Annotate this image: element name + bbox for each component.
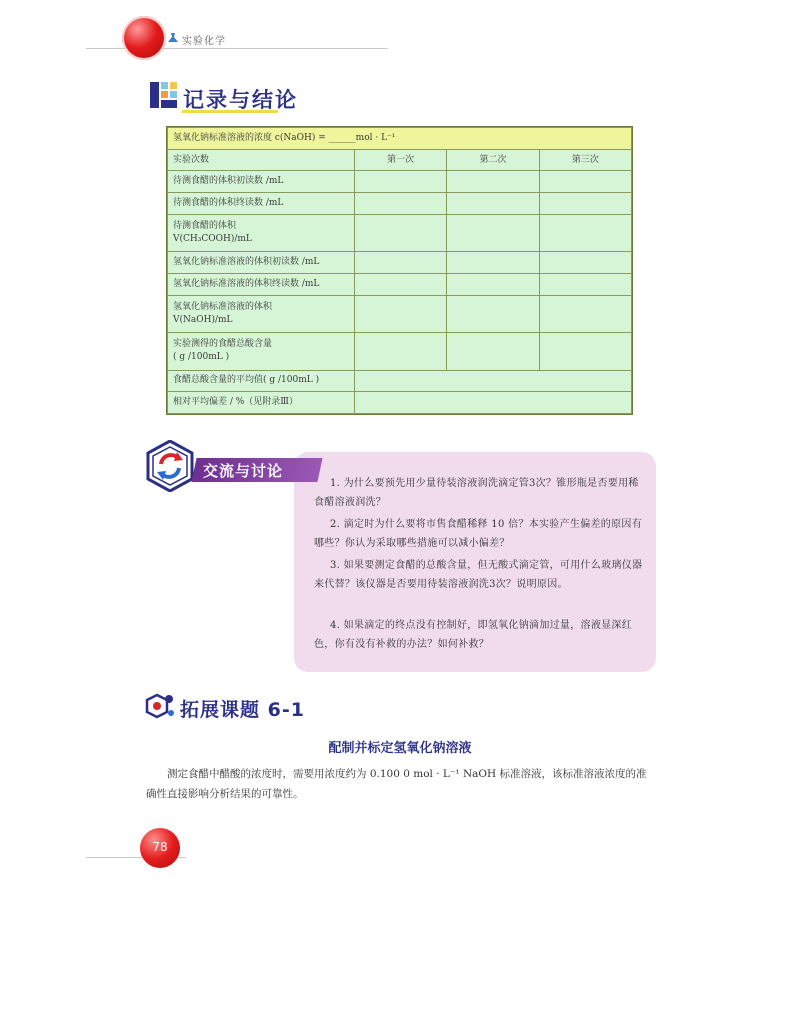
table-row — [168, 274, 632, 296]
table-row — [168, 214, 632, 251]
data-cell — [355, 392, 632, 414]
table-header-cell: 实验次数 — [168, 149, 355, 171]
red-ball-icon — [122, 16, 166, 60]
data-cell — [539, 171, 631, 193]
data-cell — [539, 252, 631, 274]
discussion-item: 3. 如果要测定食醋的总酸含量，但无酸式滴定管，可用什么玻璃仪器来代替？该仪器是否要用待装溶液润洗3次？说明原因。 — [314, 560, 643, 590]
row-label-line: V(NaOH)/mL — [173, 314, 233, 325]
row-label-line: ( g /100mL ) — [173, 352, 230, 363]
data-cell — [355, 370, 632, 392]
running-title: 实验化学 — [182, 36, 226, 47]
row-label-line: 氢氧化钠标准溶液的体积 — [173, 301, 273, 312]
data-cell — [539, 193, 631, 215]
data-cell — [447, 295, 539, 332]
row-label — [168, 214, 355, 251]
table-row — [168, 333, 632, 370]
data-cell — [447, 274, 539, 296]
data-cell — [539, 274, 631, 296]
row-label-line: 实验测得的食醋总酸含量 — [173, 339, 273, 350]
row-label: 待测食醋的体积初读数 /mL — [168, 171, 355, 193]
record-table — [166, 126, 633, 415]
table-header-row — [168, 149, 632, 171]
table-row — [168, 392, 632, 414]
table-row — [168, 252, 632, 274]
data-cell — [447, 252, 539, 274]
record-section-title: 记录与结论 — [183, 88, 298, 112]
row-label — [168, 333, 355, 370]
row-label — [168, 295, 355, 332]
exchange-arrows-icon — [146, 440, 194, 492]
data-cell — [355, 252, 447, 274]
discussion-item: 4. 如果滴定的终点没有控制好，即氢氧化钠滴加过量，溶液显深红色，你有没有补救的办法？如何补救？ — [314, 620, 633, 650]
row-label-line: 待测食醋的体积 — [173, 221, 237, 232]
data-cell — [355, 333, 447, 370]
table-row — [168, 171, 632, 193]
table-row — [168, 193, 632, 215]
row-label: 待测食醋的体积终读数 /mL — [168, 193, 355, 215]
data-cell — [447, 333, 539, 370]
table-row — [168, 370, 632, 392]
data-cell — [355, 171, 447, 193]
data-cell — [355, 274, 447, 296]
data-cell — [447, 193, 539, 215]
data-cell — [539, 333, 631, 370]
data-cell — [355, 193, 447, 215]
row-label: 氢氧化钠标准溶液的体积终读数 /mL — [168, 274, 355, 296]
row-label-line: V(CH₃COOH)/mL — [173, 234, 252, 245]
data-cell — [539, 295, 631, 332]
row-label: 氢氧化钠标准溶液的体积初读数 /mL — [168, 252, 355, 274]
molecule-icon — [145, 693, 177, 723]
grid-blocks-icon — [150, 80, 180, 110]
discussion-section-title: 交流与讨论 — [203, 462, 284, 480]
row-label: 食醋总酸含量的平均值( g /100mL ) — [168, 370, 355, 392]
row-label: 相对平均偏差 / %（见附录Ⅲ） — [168, 392, 355, 414]
data-cell — [447, 171, 539, 193]
table-header-cell: 第一次 — [355, 149, 447, 171]
table-header-cell: 第三次 — [539, 149, 631, 171]
page-number: 78 — [152, 840, 168, 854]
data-cell — [539, 214, 631, 251]
table-header-cell: 第二次 — [447, 149, 539, 171]
flask-icon — [167, 33, 179, 43]
table-row — [168, 128, 632, 150]
extension-section-title: 拓展课题 6-1 — [180, 699, 305, 721]
data-cell — [355, 295, 447, 332]
table-row — [168, 295, 632, 332]
discussion-item: 1. 为什么要预先用少量待装溶液润洗滴定管3次？锥形瓶是否要用稀食醋溶液润洗？ — [314, 478, 639, 508]
discussion-item: 2. 滴定时为什么要将市售食醋稀释 10 倍？本实验产生偏差的原因有哪些？你认为采取哪些措施可以减小偏差？ — [314, 519, 643, 549]
extension-paragraph: 测定食醋中醋酸的浓度时，需要用浓度约为 0.100 0 mol · L⁻¹ NaOH 标准溶液，该标准溶液浓度的准确性直接影响分析结果的可靠性。 — [146, 768, 647, 800]
extension-subtitle: 配制并标定氢氧化钠溶液 — [328, 741, 472, 756]
data-cell — [355, 214, 447, 251]
concentration-cell: 氢氧化钠标准溶液的浓度 c(NaOH) = ______mol · L⁻¹ — [168, 128, 632, 150]
data-cell — [447, 214, 539, 251]
